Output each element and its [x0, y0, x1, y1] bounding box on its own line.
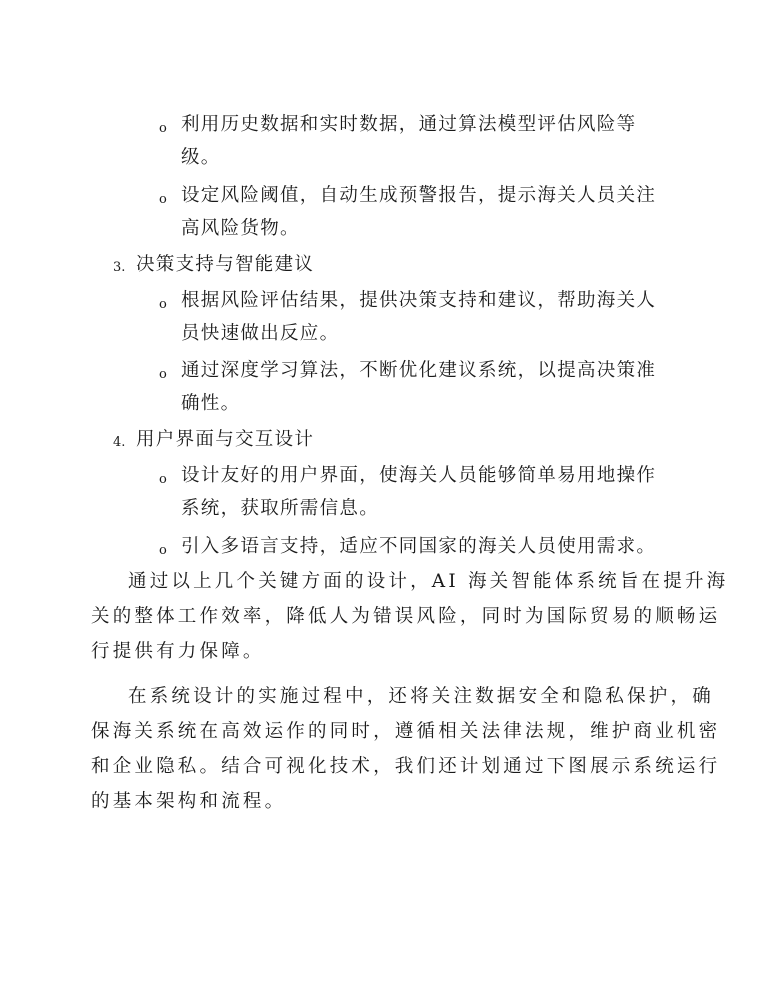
paragraph-line: 行提供有力保障。: [91, 641, 265, 662]
sub-item-text: 根据风险评估结果，提供决策支持和建议，帮助海关人: [181, 290, 657, 311]
list-item-title: 用户界面与交互设计: [136, 429, 315, 450]
paragraph-line: 通过以上几个关键方面的设计，AI 海关智能体系统旨在提升海: [128, 571, 729, 592]
bullet-marker: o: [159, 543, 167, 558]
sub-item-text: 员快速做出反应。: [181, 323, 340, 344]
paragraph-line: 保海关系统在高效运作的同时，遵循相关法律法规，维护商业机密: [91, 721, 721, 742]
sub-item-text: 引入多语言支持，适应不同国家的海关人员使用需求。: [181, 536, 657, 557]
paragraph-line: 在系统设计的实施过程中，还将关注数据安全和隐私保护，确: [128, 686, 714, 707]
bullet-marker: o: [159, 192, 167, 207]
bullet-marker: o: [159, 472, 167, 487]
bullet-marker: o: [159, 367, 167, 382]
list-number: 4.: [113, 435, 126, 450]
sub-item-text: 通过深度学习算法，不断优化建议系统，以提高决策准: [181, 360, 657, 381]
sub-item-text: 利用历史数据和实时数据，通过算法模型评估风险等: [181, 114, 637, 135]
paragraph-line: 的基本架构和流程。: [91, 791, 287, 812]
sub-item-text: 高风险货物。: [181, 218, 300, 239]
paragraph-line: 和企业隐私。结合可视化技术，我们还计划通过下图展示系统运行: [91, 756, 721, 777]
sub-item-text: 系统，获取所需信息。: [181, 498, 380, 519]
sub-item-text: 设计友好的用户界面，使海关人员能够简单易用地操作: [181, 465, 657, 486]
sub-item-text: 设定风险阈值，自动生成预警报告，提示海关人员关注: [181, 185, 657, 206]
bullet-marker: o: [159, 297, 167, 312]
paragraph-line: 关的整体工作效率，降低人为错误风险，同时为国际贸易的顺畅运: [91, 606, 721, 627]
list-item-title: 决策支持与智能建议: [136, 254, 315, 275]
sub-item-text: 确性。: [181, 393, 241, 414]
sub-item-text: 级。: [181, 147, 221, 168]
bullet-marker: o: [159, 121, 167, 136]
list-number: 3.: [113, 260, 126, 275]
